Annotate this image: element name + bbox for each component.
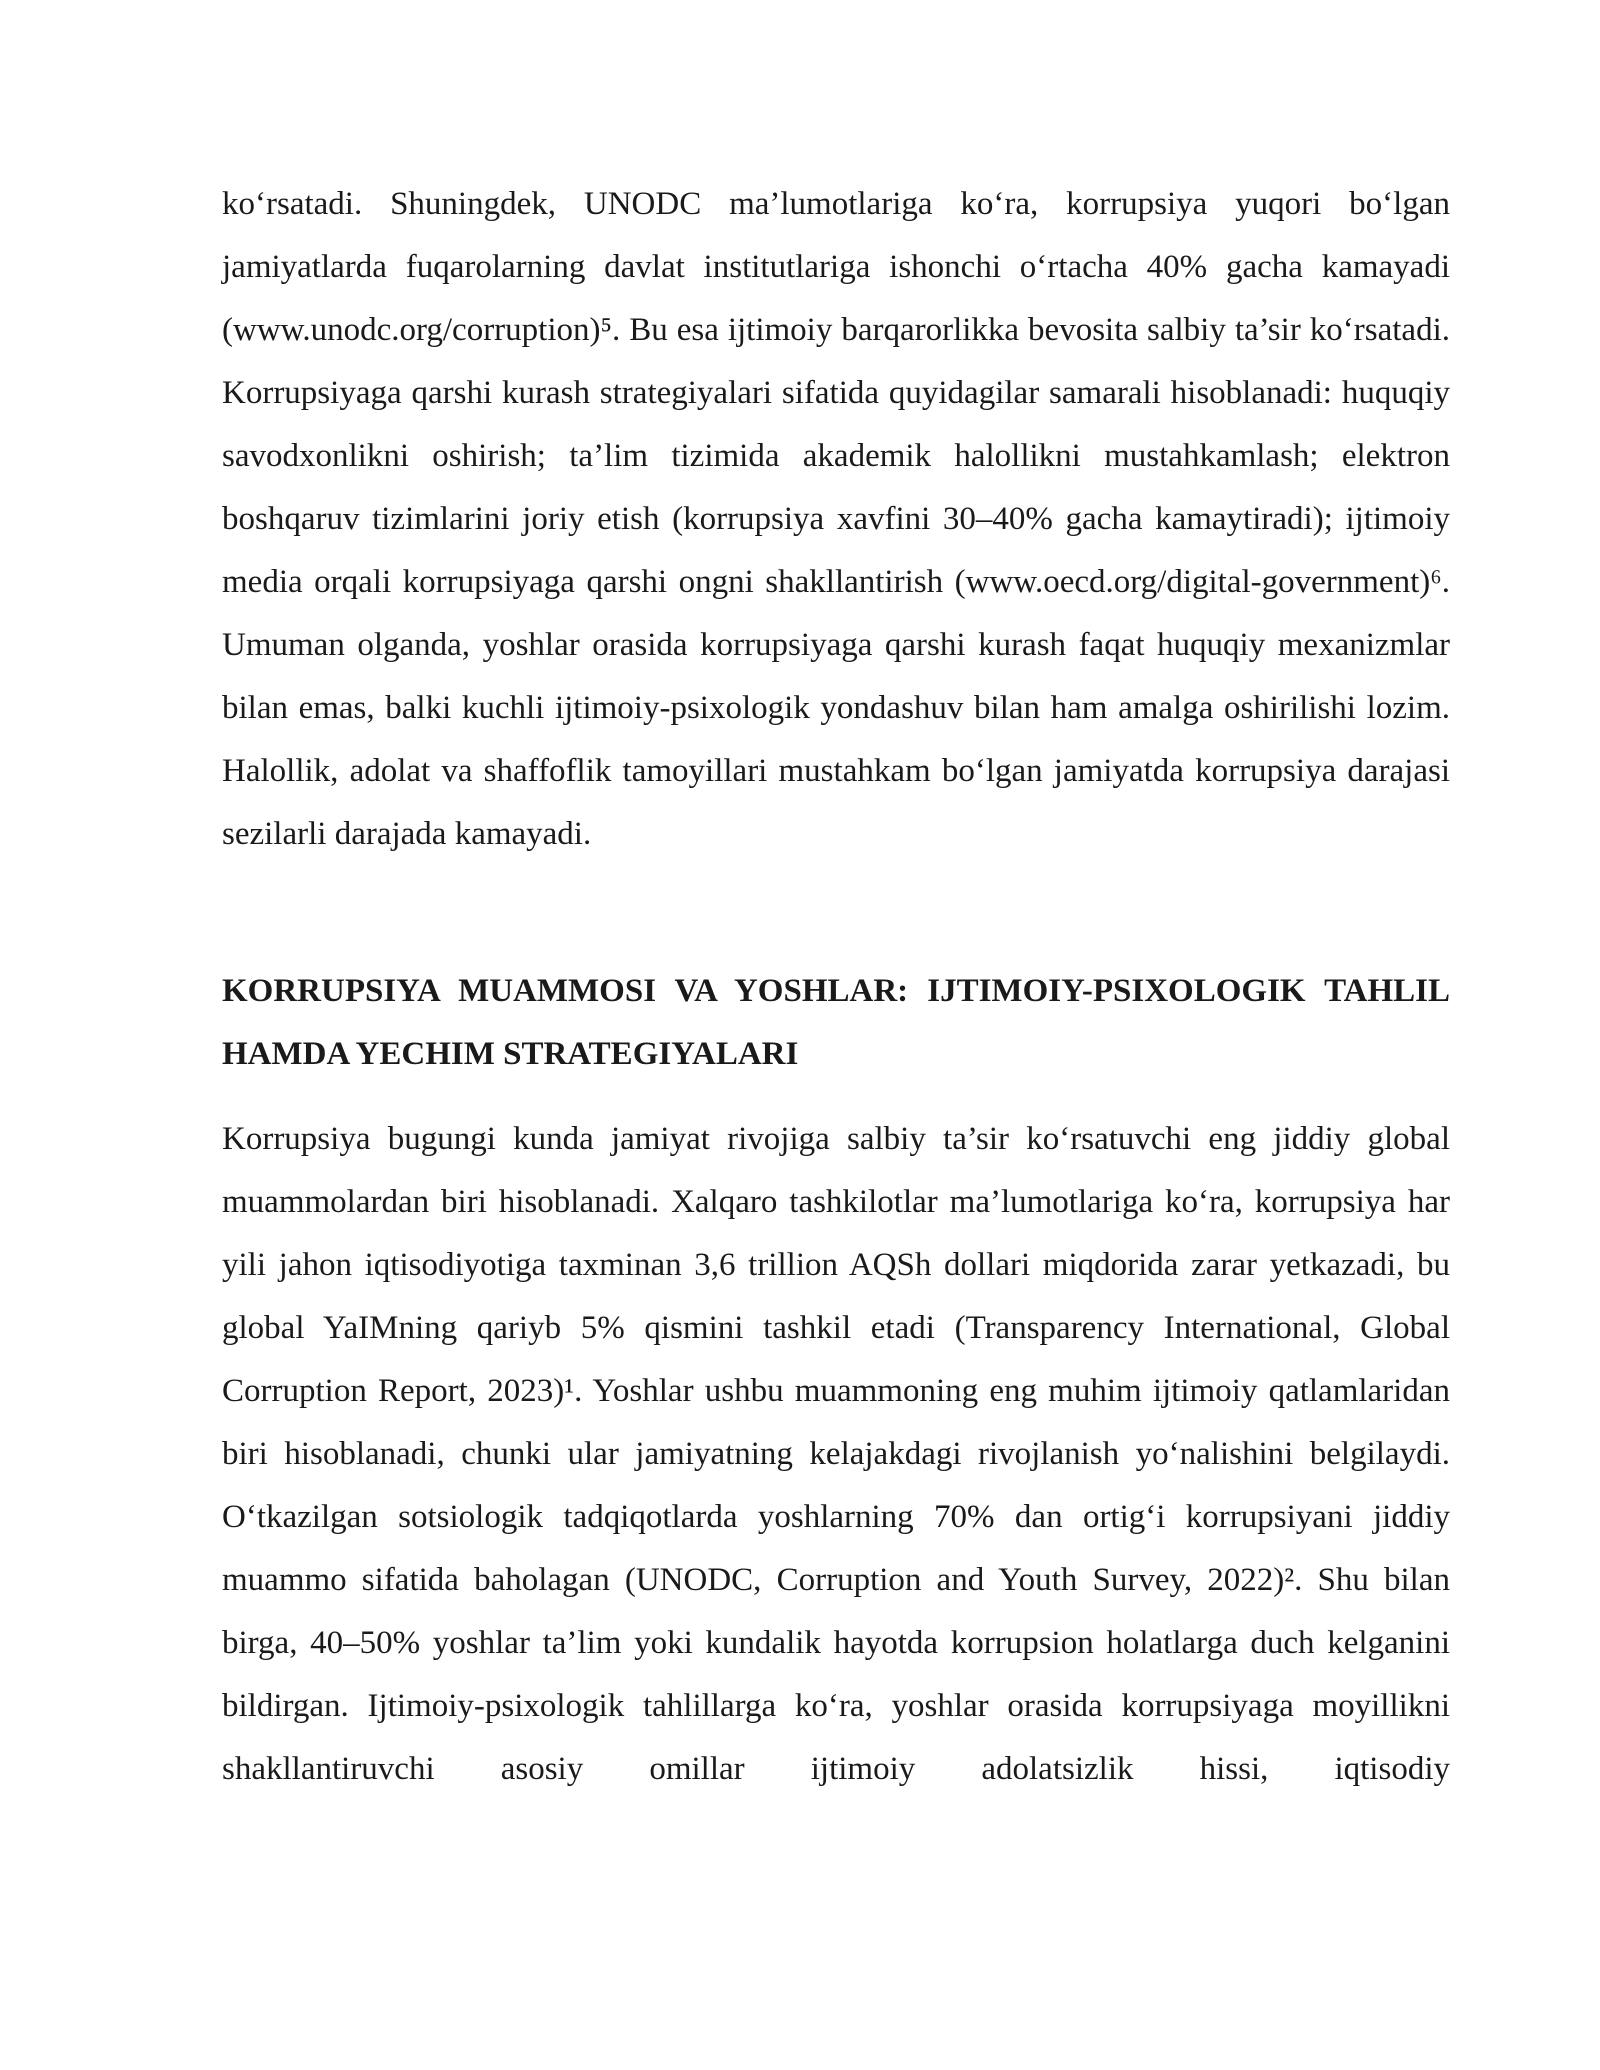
- body-paragraph: ko‘rsatadi. Shuningdek, UNODC ma’lumotlariga ko‘ra, korrupsiya yuqori bo‘lgan jamiyatlarda fuqarolarning davlat institutlariga ishonchi o‘rtacha 40% gacha kamayadi (www.unodc.org/corruption)⁵. Bu esa ijtimoiy barqarorlikka bevosita salbiy ta’sir ko‘rsatadi. Korrupsiyaga qarshi kurash strategiyalari sifatida quyidagilar samarali hisoblanadi: huquqiy savodxonlikni oshirish; ta’lim tizimida akademik halollikni mustahkamlash; elektron boshqaruv tizimlarini joriy etish (korrupsiya xavfini 30–40% gacha kamaytiradi); ijtimoiy media orqali korrupsiyaga qarshi ongni shakllantirish (www.oecd.org/digital-government)⁶. Umuman olganda, yoshlar orasida korrupsiyaga qarshi kurash faqat huquqiy mexanizmlar bilan emas, balki kuchli ijtimoiy-psixologik yondashuv bilan ham amalga oshirilishi lozim. Halollik, adolat va shaffoflik tamoyillari mustahkam bo‘lgan jamiyatda korrupsiya darajasi sezilarli darajada kamayadi.: [222, 186, 1450, 852]
- section-heading: KORRUPSIYA MUAMMOSI VA YOSHLAR: IJTIMOIY-PSIXOLOGIK TAHLIL HAMDA YECHIM STRATEGIYALARI: [222, 973, 1450, 1072]
- body-paragraph: Korrupsiya bugungi kunda jamiyat rivojiga salbiy ta’sir ko‘rsatuvchi eng jiddiy global muammolardan biri hisoblanadi. Xalqaro tashkilotlar ma’lumotlariga ko‘ra, korrupsiya har yili jahon iqtisodiyotiga taxminan 3,6 trillion AQSh dollari miqdorida zarar yetkazadi, bu global YaIMning qariyb 5% qismini tashkil etadi (Transparency International, Global Corruption Report, 2023)¹. Yoshlar ushbu muammoning eng muhim ijtimoiy qatlamlaridan biri hisoblanadi, chunki ular jamiyatning kelajakdagi rivojlanish yo‘nalishini belgilaydi. O‘tkazilgan sotsiologik tadqiqotlarda yoshlarning 70% dan ortig‘i korrupsiyani jiddiy muammo sifatida baholagan (UNODC, Corruption and Youth Survey, 2022)². Shu bilan birga, 40–50% yoshlar ta’lim yoki kundalik hayotda korrupsion holatlarga duch kelganini bildirgan. Ijtimoiy-psixologik tahlillarga ko‘ra, yoshlar orasida korrupsiyaga moyillikni shakllantiruvchi asosiy omillar ijtimoiy adolatsizlik hissi, iqtisodiy: [222, 1121, 1450, 1787]
